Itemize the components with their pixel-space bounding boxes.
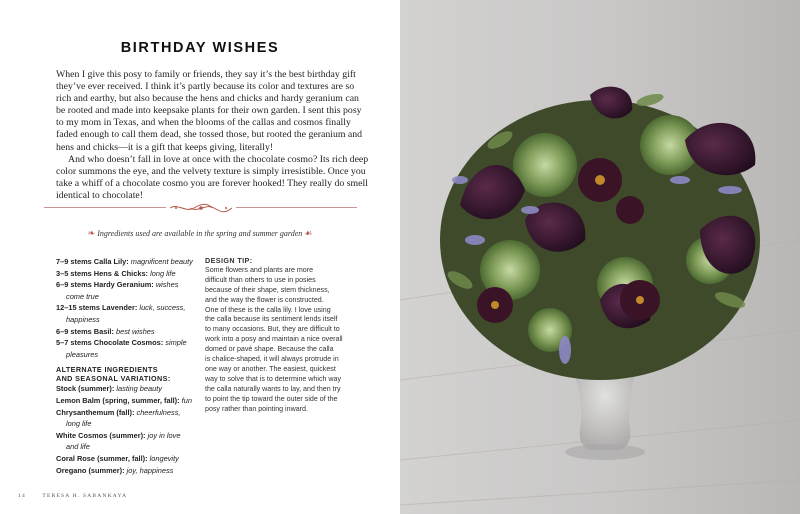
- tip-line: way to solve that is to determine which way: [205, 374, 342, 383]
- alternates-heading-line-1: ALTERNATE INGREDIENTS: [56, 365, 158, 375]
- list-item: [56, 407, 196, 430]
- ingredient-meaning: simple: [165, 338, 187, 348]
- page-number: 14: [18, 493, 26, 499]
- ingredient-meaning: magnificent beauty: [130, 257, 193, 266]
- tip-line: One of these is the calla lily. I love using: [205, 305, 331, 314]
- alternate-name: Stock (summer):: [56, 384, 115, 394]
- list-item: [56, 279, 196, 302]
- note-text: Ingredients used are available in the spring and summer garden: [97, 229, 303, 238]
- ingredient-meaning-cont: pleasures: [66, 349, 99, 359]
- list-item: [56, 430, 196, 453]
- tip-line: is chalice-shaped, it will always protrude in: [205, 355, 339, 364]
- leaf-left-icon: ❧: [87, 228, 96, 238]
- ingredient-meaning-cont: happiness: [66, 314, 100, 324]
- design-tip-heading: DESIGN TIP:: [205, 256, 253, 265]
- alternate-meaning-cont: and life: [66, 442, 90, 452]
- tip-line: to many occasions. But, they are difficult to: [205, 325, 340, 334]
- ingredient-meaning: wishes: [155, 280, 179, 290]
- ornamental-divider: [44, 202, 357, 214]
- list-item: [56, 383, 196, 395]
- ingredient-qty: 3–5 stems Hens & Chicks:: [56, 268, 149, 278]
- ingredient-meaning: luck, success,: [139, 303, 186, 313]
- alternate-name: Coral Rose (summer, fall):: [56, 453, 148, 463]
- paragraph-2: And who doesn’t fall in love at once with the chocolate cosmo? Its rich deep color summons the eye, and the velvety texture is simply irresistible. Once you take a whiff of a chocolate cosmo you are forever hooked! They really do smell identical to chocolate!: [56, 153, 369, 201]
- flourish-ornament-icon: [166, 202, 236, 214]
- leaf-right-icon: ☙: [304, 228, 313, 238]
- ingredient-qty: 12–15 stems Lavender:: [56, 303, 138, 313]
- ingredients-list: [56, 256, 196, 476]
- tip-line: one way or another. The easiest, quickest: [205, 364, 336, 373]
- tip-line: because of their shape, stem thickness,: [205, 285, 330, 294]
- list-item: [56, 395, 196, 407]
- list-item: [56, 302, 196, 325]
- tip-line: Some flowers and plants are more: [205, 265, 314, 274]
- alternate-meaning: longevity: [149, 453, 179, 463]
- list-item: [56, 337, 196, 360]
- ingredient-meaning: best wishes: [116, 326, 155, 336]
- alternate-meaning-cont: long life: [66, 419, 92, 429]
- list-item: [56, 465, 196, 477]
- list-item: [56, 256, 196, 268]
- ingredient-qty: 6–9 stems Hardy Geranium:: [56, 280, 154, 290]
- alternate-name: Oregano (summer):: [56, 465, 125, 475]
- tip-line: the calla naturally wants to lay, and then try: [205, 384, 341, 393]
- design-tip: [205, 256, 375, 415]
- alternate-meaning: fun: [181, 395, 192, 405]
- alternate-meaning: cheerfulness,: [136, 407, 181, 417]
- list-item: [56, 268, 196, 280]
- body-text: [56, 69, 370, 202]
- alternates-heading: [56, 365, 196, 383]
- tip-line: the calla because its sentiment lends itself: [205, 315, 338, 324]
- page-footer: [18, 493, 127, 499]
- ingredient-meaning-cont: come true: [66, 291, 99, 301]
- alternates-heading-line-2: AND SEASONAL VARIATIONS:: [56, 374, 171, 384]
- footer-author: TERESA H. SABANKAYA: [42, 493, 128, 499]
- ingredients-note: [0, 228, 400, 239]
- flower-posy-photo: [400, 0, 800, 514]
- alternate-name: Lemon Balm (spring, summer, fall):: [56, 395, 180, 405]
- alternate-meaning: joy, happiness: [126, 465, 174, 475]
- right-page-photo: [400, 0, 800, 514]
- ingredient-qty: 5–7 stems Chocolate Cosmos:: [56, 338, 164, 348]
- alternate-meaning: lasting beauty: [116, 384, 162, 394]
- paragraph-1: When I give this posy to family or friends, they say it’s the best birthday gift they’ve ever received. I think it’s partly because its color and textures are so rich and earthy, but also because the hens and chicks and hardy geranium can be rooted and made into keepsake plants for their own garden. I sent this posy to my mom in Texas, and when the blooms of the callas and cosmos finally faded enough to call them dead, she tossed those, but rooted the geranium and hens and chicks—it is a gift that keeps giving, literally!: [56, 69, 363, 153]
- tip-line: posy rather than pointing inward.: [205, 404, 308, 413]
- list-item: [56, 326, 196, 338]
- alternate-name: White Cosmos (summer):: [56, 430, 146, 440]
- tip-line: to point the tip toward the outer side of the: [205, 394, 338, 403]
- alternate-name: Chrysanthemum (fall):: [56, 407, 135, 417]
- tip-line: and the way the flower is constructed.: [205, 295, 324, 304]
- alternate-meaning: joy in love: [147, 430, 181, 440]
- ingredient-meaning: long life: [150, 268, 176, 278]
- tip-line: work into a posy and maintain a nice overall: [205, 335, 343, 344]
- ingredient-qty: 7–9 stems Calla Lily:: [56, 257, 129, 266]
- ingredient-qty: 6–9 stems Basil:: [56, 326, 114, 336]
- list-item: [56, 453, 196, 465]
- tip-line: difficult than others to use in posies: [205, 275, 316, 284]
- tip-line: domed or pavé shape. Because the calla: [205, 345, 334, 354]
- page-title: BIRTHDAY WISHES: [120, 40, 280, 56]
